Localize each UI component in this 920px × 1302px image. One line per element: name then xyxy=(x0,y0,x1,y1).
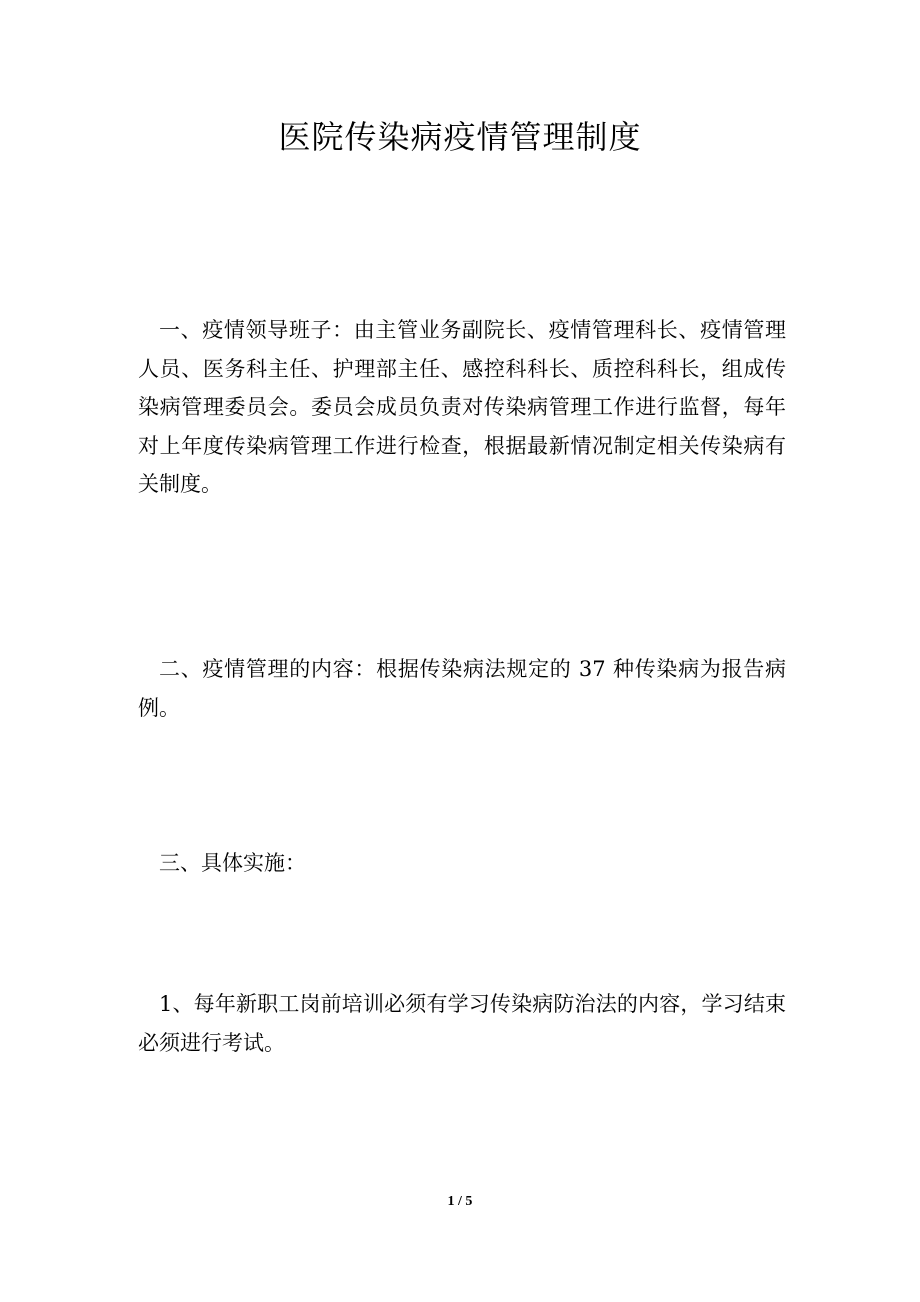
paragraph-implementation-heading: 三、具体实施： xyxy=(159,851,306,875)
paragraph-management-content: 二、疫情管理的内容：根据传染病法规定的 37 种传染病为报告病例。 xyxy=(138,657,786,720)
page-title: 医院传染病疫情管理制度 xyxy=(278,118,642,156)
paragraph-leadership: 一、疫情领导班子：由主管业务副院长、疫情管理科长、疫情管理人员、医务科主任、护理部主任、感控科科长、质控科科长，组成传染病管理委员会。委员会成员负责对传染病管理工作进行监督，每年对上年度传染病管理工作进行检查，根据最新情况制定相关传染病有关制度。 xyxy=(138,318,786,497)
page-number: 1 / 5 xyxy=(447,1194,473,1209)
paragraph-training: 1、每年新职工岗前培训必须有学习传染病防治法的内容，学习结束必须进行考试。 xyxy=(138,992,786,1055)
